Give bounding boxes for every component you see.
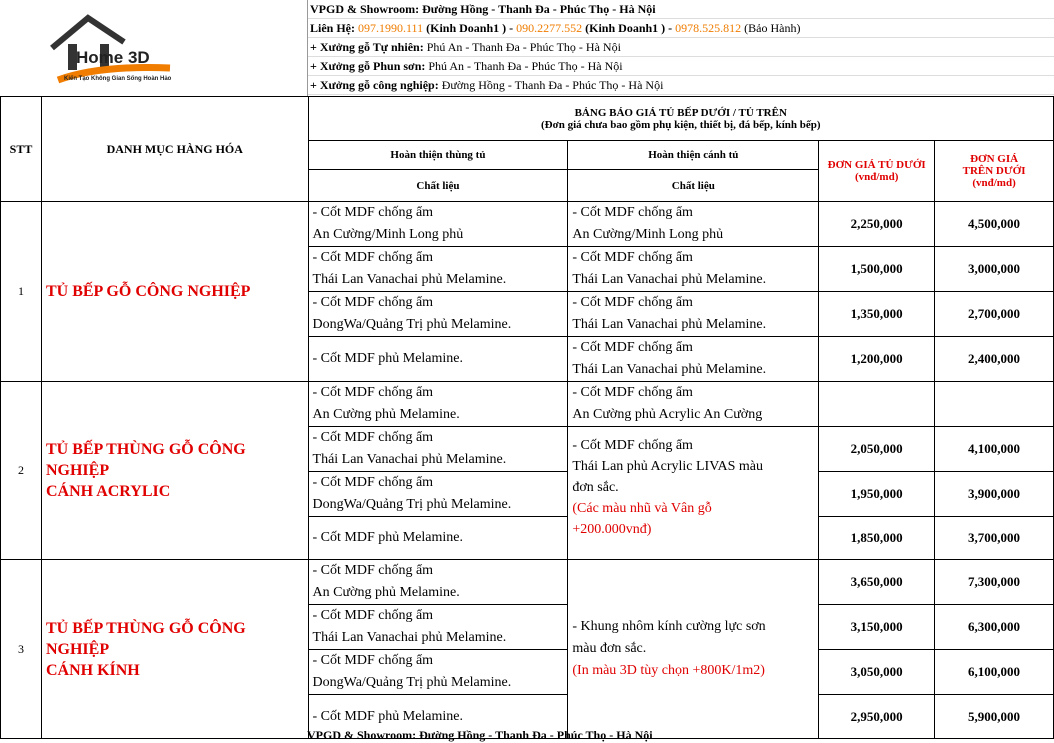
price-lower-header: ĐƠN GIÁ TỦ DƯỚI (vnđ/md) xyxy=(819,141,935,202)
body-material: - Cốt MDF chống ẩm An Cường/Minh Long phủ xyxy=(308,202,568,247)
price-lower-empty xyxy=(819,382,935,427)
logo-slogan: Kiến Tạo Không Gian Sống Hoàn Hảo xyxy=(64,76,172,82)
showroom-line: VPGD & Showroom: Đường Hồng - Thanh Đa - Phúc Thọ - Hà Nội xyxy=(308,0,1054,19)
category-header: DANH MỤC HÀNG HÓA xyxy=(41,97,308,202)
stt-cell: 1 xyxy=(1,202,42,382)
body-finish-header: Hoàn thiện thùng tủ xyxy=(308,141,568,170)
price-upper: 7,300,000 xyxy=(935,560,1054,605)
price-upper: 3,000,000 xyxy=(935,247,1054,292)
price-upper: 4,500,000 xyxy=(935,202,1054,247)
price-lower: 1,850,000 xyxy=(819,517,935,560)
phone-1[interactable]: 097.1990.111 xyxy=(358,21,424,35)
body-material: - Cốt MDF chống ẩm Thái Lan Vanachai phủ Melamine. xyxy=(308,605,568,650)
door-material: - Cốt MDF chống ẩm Thái Lan Vanachai phủ Melamine. xyxy=(568,337,819,382)
material-header: Chất liệu xyxy=(308,170,568,202)
body-material: - Cốt MDF chống ẩm An Cường phủ Melamine. xyxy=(308,560,568,605)
body-material: - Cốt MDF chống ẩm DongWa/Quảng Trị phủ Melamine. xyxy=(308,472,568,517)
body-material: - Cốt MDF chống ẩm Thái Lan Vanachai phủ Melamine. xyxy=(308,247,568,292)
price-upper-header: ĐƠN GIÁ TRÊN DƯỚI (vnđ/md) xyxy=(935,141,1054,202)
price-upper: 2,700,000 xyxy=(935,292,1054,337)
logo xyxy=(40,10,180,90)
category-name: TỦ BẾP THÙNG GỖ CÔNG NGHIỆP CÁNH KÍNH xyxy=(41,560,308,739)
price-lower: 1,200,000 xyxy=(819,337,935,382)
body-material: - Cốt MDF chống ẩm Thái Lan Vanachai phủ Melamine. xyxy=(308,427,568,472)
phone-3[interactable]: 0978.525.812 xyxy=(675,21,742,35)
door-material: - Cốt MDF chống ẩm An Cường phủ Acrylic An Cường xyxy=(568,382,819,427)
body-material: - Cốt MDF phủ Melamine. xyxy=(308,695,568,739)
door-material-merged: - Khung nhôm kính cường lực sơn màu đơn sắc. (In màu 3D tùy chọn +800K/1m2) xyxy=(568,560,819,739)
price-upper: 6,100,000 xyxy=(935,650,1054,695)
workshop-3: + Xưởng gỗ công nghiệp: Đường Hồng - Thanh Đa - Phúc Thọ - Hà Nội xyxy=(308,76,1054,95)
price-upper: 6,300,000 xyxy=(935,605,1054,650)
body-material: - Cốt MDF chống ẩm DongWa/Quảng Trị phủ Melamine. xyxy=(308,292,568,337)
door-material: - Cốt MDF chống ẩm An Cường/Minh Long phủ xyxy=(568,202,819,247)
category-name: TỦ BẾP THÙNG GỖ CÔNG NGHIỆP CÁNH ACRYLIC xyxy=(41,382,308,560)
price-upper: 2,400,000 xyxy=(935,337,1054,382)
category-name: TỦ BẾP GỖ CÔNG NGHIỆP xyxy=(41,202,308,382)
table-title: BẢNG BÁO GIÁ TỦ BẾP DƯỚI / TỦ TRÊN (Đơn giá chưa bao gồm phụ kiện, thiết bị, đá bếp, kính bếp) xyxy=(308,97,1053,141)
logo-h: H xyxy=(76,48,89,67)
door-material-merged: - Cốt MDF chống ẩm Thái Lan phủ Acrylic LIVAS màu đơn sắc. (Các màu nhũ và Vân gỗ +200.000vnđ) xyxy=(568,427,819,560)
body-material: - Cốt MDF chống ẩm An Cường phủ Melamine. xyxy=(308,382,568,427)
price-upper: 3,700,000 xyxy=(935,517,1054,560)
header xyxy=(0,0,1054,96)
price-lower: 3,050,000 xyxy=(819,650,935,695)
phone-2[interactable]: 090.2277.552 xyxy=(516,21,583,35)
price-upper: 5,900,000 xyxy=(935,695,1054,739)
price-upper: 3,900,000 xyxy=(935,472,1054,517)
material-header: Chất liệu xyxy=(568,170,819,202)
price-lower: 1,950,000 xyxy=(819,472,935,517)
price-lower: 2,250,000 xyxy=(819,202,935,247)
logo-brand: ome 3D xyxy=(88,48,150,67)
contact-line: Liên Hệ: 097.1990.111 (Kinh Doanh1 ) - 090.2277.552 (Kinh Doanh1 ) - 0978.525.812 (Bảo Hành) xyxy=(308,19,1054,38)
door-finish-header: Hoàn thiện cánh tủ xyxy=(568,141,819,170)
price-lower: 2,050,000 xyxy=(819,427,935,472)
body-material: - Cốt MDF phủ Melamine. xyxy=(308,337,568,382)
stt-header: STT xyxy=(1,97,42,202)
door-material: - Cốt MDF chống ẩm Thái Lan Vanachai phủ Melamine. xyxy=(568,292,819,337)
price-upper-empty xyxy=(935,382,1054,427)
price-lower: 1,500,000 xyxy=(819,247,935,292)
price-lower: 1,350,000 xyxy=(819,292,935,337)
stt-cell: 3 xyxy=(1,560,42,739)
price-lower: 2,950,000 xyxy=(819,695,935,739)
body-material: - Cốt MDF chống ẩm DongWa/Quảng Trị phủ Melamine. xyxy=(308,650,568,695)
workshop-2: + Xưởng gỗ Phun sơn: Phú An - Thanh Đa - Phúc Thọ - Hà Nội xyxy=(308,57,1054,76)
stt-cell: 2 xyxy=(1,382,42,560)
door-material: - Cốt MDF chống ẩm Thái Lan Vanachai phủ Melamine. xyxy=(568,247,819,292)
footer-cut-text: VPGD & Showroom: Đường Hồng - Thanh Đa - Phúc Thọ - Hà Nội xyxy=(307,728,653,742)
workshop-1: + Xưởng gỗ Tự nhiên: Phú An - Thanh Đa - Phúc Thọ - Hà Nội xyxy=(308,38,1054,57)
contact-info xyxy=(307,0,1054,96)
price-table xyxy=(0,96,1054,739)
price-lower: 3,150,000 xyxy=(819,605,935,650)
price-lower: 3,650,000 xyxy=(819,560,935,605)
price-upper: 4,100,000 xyxy=(935,427,1054,472)
body-material: - Cốt MDF phủ Melamine. xyxy=(308,517,568,560)
